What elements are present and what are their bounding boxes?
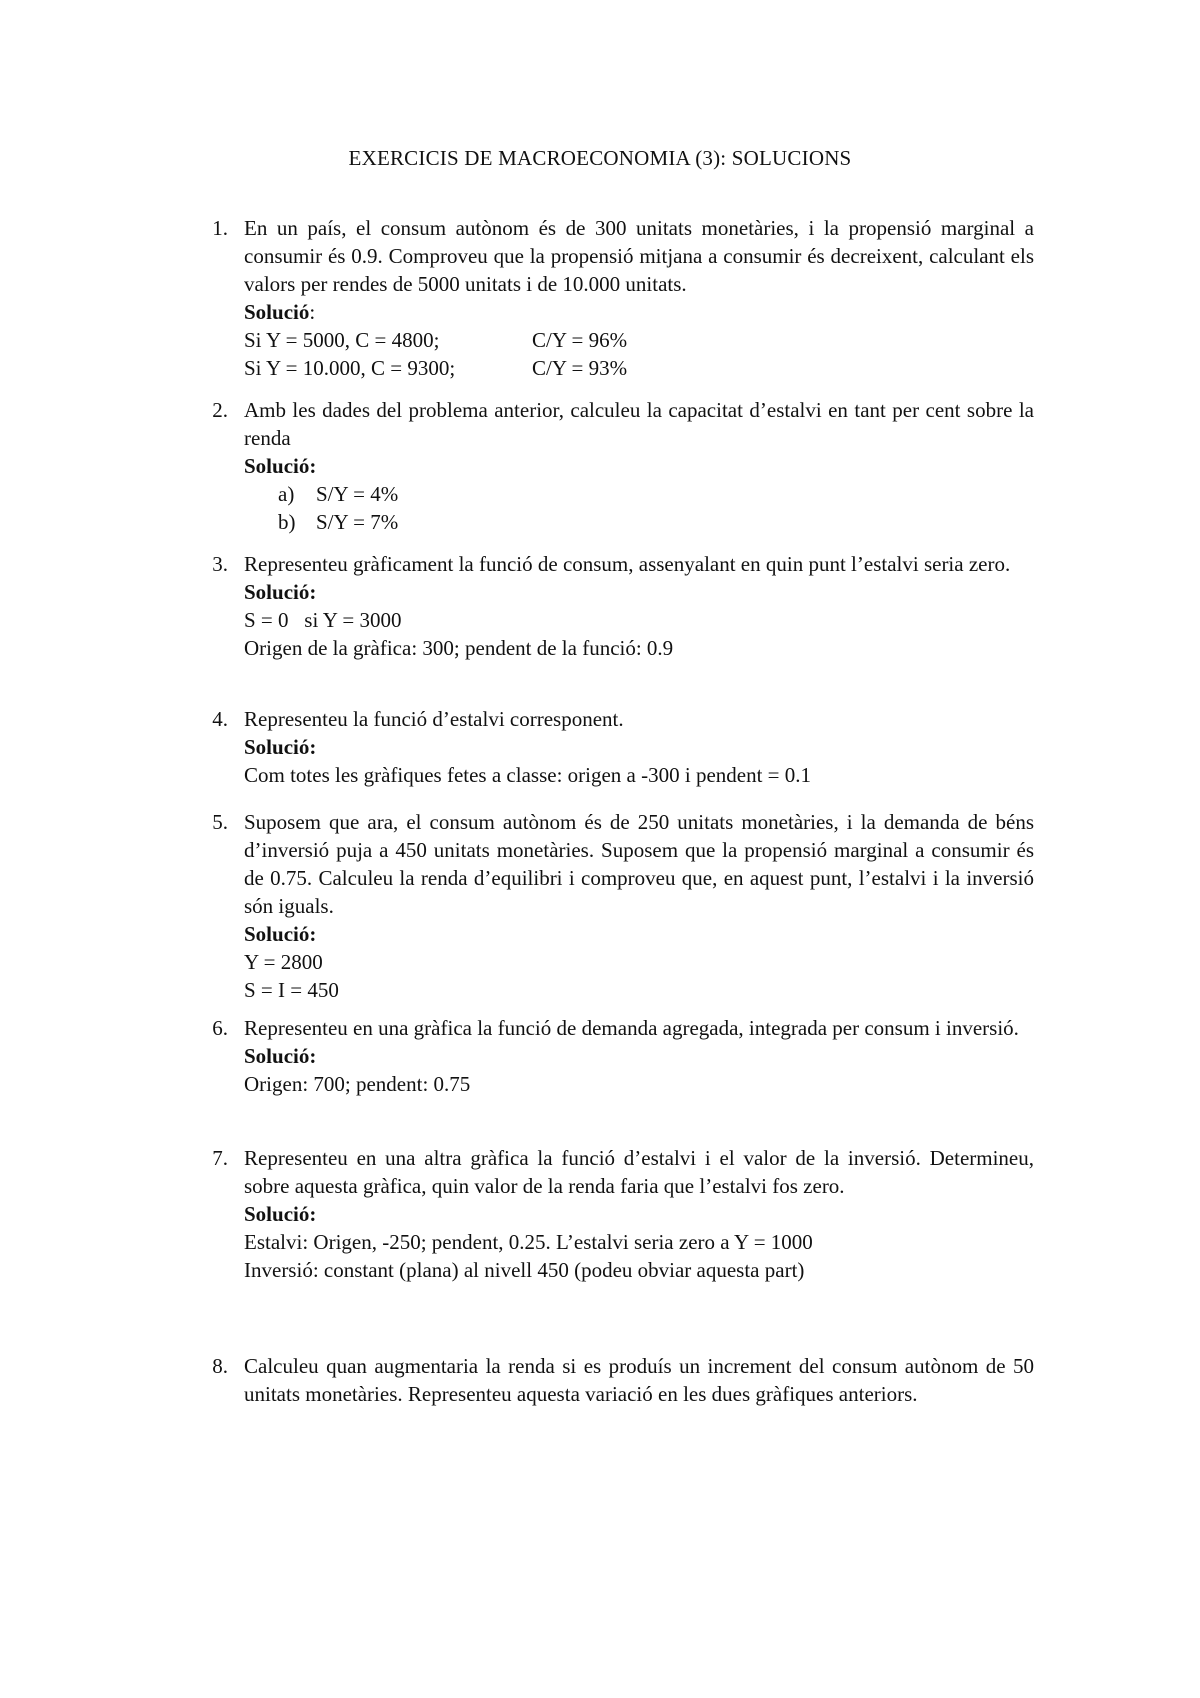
solution-row — [244, 354, 1034, 382]
exercise-question: Calculeu quan augmentaria la renda si es produís un increment del consum autònom de 50 unitats monetàries. Representeu aquesta variació en les dues gràfiques anteriors. — [244, 1354, 1034, 1406]
exercise-question: Amb les dades del problema anterior, calculeu la capacitat d’estalvi en tant per cent sobre la renda — [244, 398, 1034, 450]
solution-line: Inversió: constant (plana) al nivell 450 (podeu obviar aquesta part) — [244, 1258, 805, 1282]
solution-label: Solució: — [244, 454, 317, 478]
solution-line: Origen de la gràfica: 300; pendent de la funció: 0.9 — [244, 636, 674, 660]
solution-label-text: Solució — [244, 300, 310, 324]
exercise-body — [244, 1144, 1034, 1284]
item-marker: b) — [278, 510, 296, 534]
solution-label: Solució: — [244, 580, 317, 604]
page-title: EXERCICIS DE MACROECONOMIA (3): SOLUCIONS — [348, 146, 852, 170]
exercise-body — [244, 550, 1034, 662]
solution-line: Estalvi: Origen, -250; pendent, 0.25. L’estalvi seria zero a Y = 1000 — [244, 1230, 813, 1254]
solution-row-right: C/Y = 93% — [532, 356, 628, 380]
item-text: S/Y = 4% — [316, 482, 399, 506]
exercise-number: 6. — [212, 1016, 228, 1040]
solution-label: Solució: — [244, 922, 317, 946]
solution-line: Com totes les gràfiques fetes a classe: origen a -300 i pendent = 0.1 — [244, 763, 812, 787]
exercise-number: 4. — [212, 707, 228, 731]
solution-row-left: Si Y = 5000, C = 4800; — [244, 328, 440, 352]
exercise-question: En un país, el consum autònom és de 300 unitats monetàries, i la propensió marginal a consumir és 0.9. Comproveu que la propensió mitjana a consumir és decreixent, calculant els valors per rendes de 5000 unitats i de 10.000 unitats. — [244, 216, 1034, 296]
exercise-body — [244, 396, 1034, 536]
exercise-body — [244, 1352, 1034, 1408]
solution-line: S = I = 450 — [244, 978, 339, 1002]
solution-label: Solució: — [244, 735, 317, 759]
solution-line: S = 0 si Y = 3000 — [244, 608, 402, 632]
exercise-question: Representeu en una altra gràfica la funció d’estalvi i el valor de la inversió. Determineu, sobre aquesta gràfica, quin valor de la renda faria que l’estalvi fos zero. — [244, 1146, 1034, 1198]
exercise-number: 3. — [212, 552, 228, 576]
item-text: S/Y = 7% — [316, 510, 399, 534]
exercise-number: 1. — [212, 216, 228, 240]
solution-label: Solució: — [244, 1044, 317, 1068]
exercise-question: Suposem que ara, el consum autònom és de 250 unitats monetàries, i la demanda de béns d’inversió puja a 450 unitats monetàries. Suposem que la propensió marginal a consumir és de 0.75. Calculeu la renda d’equilibri i comproveu que, en aquest punt, l’estalvi i la inversió són iguals. — [244, 810, 1034, 918]
exercise-body — [244, 1014, 1034, 1098]
solution-line: Y = 2800 — [244, 950, 323, 974]
exercise-question: Representeu la funció d’estalvi corresponent. — [244, 707, 624, 731]
solution-item — [244, 480, 1034, 508]
exercise-question: Representeu gràficament la funció de consum, assenyalant en quin punt l’estalvi seria zero. — [244, 552, 1011, 576]
exercise-question: Representeu en una gràfica la funció de demanda agregada, integrada per consum i inversió. — [244, 1016, 1019, 1040]
exercise-body — [244, 705, 1034, 789]
solution-row-right: C/Y = 96% — [532, 328, 628, 352]
exercise-body — [244, 808, 1034, 1004]
exercise-number: 7. — [212, 1146, 228, 1170]
solution-label — [244, 298, 1034, 326]
solution-row — [244, 326, 1034, 354]
solution-row-left: Si Y = 10.000, C = 9300; — [244, 356, 456, 380]
solution-item — [244, 508, 1034, 536]
exercise-body — [244, 214, 1034, 382]
solution-label: Solució: — [244, 1202, 317, 1226]
solution-colon: : — [309, 300, 316, 324]
item-marker: a) — [278, 482, 295, 506]
exercise-number: 5. — [212, 810, 228, 834]
solution-line: Origen: 700; pendent: 0.75 — [244, 1072, 471, 1096]
exercise-number: 2. — [212, 398, 228, 422]
exercise-number: 8. — [212, 1354, 228, 1378]
